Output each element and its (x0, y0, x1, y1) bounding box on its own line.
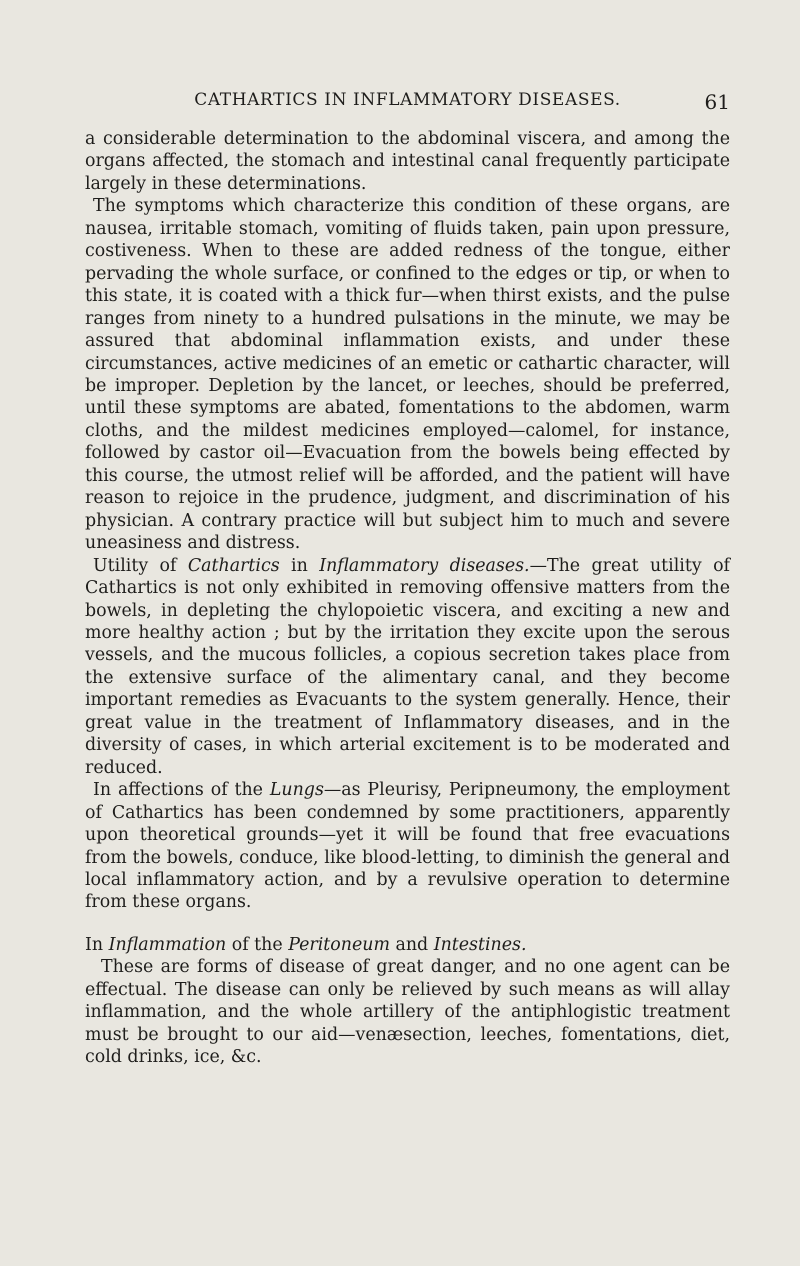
paragraph-3-rest: —The great utility of Cathartics is not only exhibited in removing offensive matters from the bowels, in depleting the chylopoietic viscera, and exciting a new and more healthy action ; but by the irritation they excite upon the serous vessels, and the mucous follicles, a copious secretion takes place from the extensive surface of the alimentary canal, and they become important remedies as Evacuants to the system generally. Hence, their great value in the treatment of Inflammatory diseases, and in the diversity of cases, in which arterial excitement is to be moderated and reduced. (85, 555, 730, 778)
paragraph-4 (85, 779, 730, 914)
section-heading-mid-1: of the (226, 934, 289, 955)
section-heading-intestines: Intestines. (433, 934, 527, 955)
paragraph-3-emphasis-inflammatory: Inflammatory diseases. (319, 555, 530, 576)
paragraph-3-emphasis-cathartics: Cathartics (187, 555, 280, 576)
body-text (85, 128, 730, 1069)
page-number: 61 (704, 90, 730, 114)
paragraph-2: The symptoms which characterize this condition of these organs, are nausea, irritable stomach, vomiting of fluids taken, pain upon pressure, costiveness. When to these are added redness of the tongue, either pervading the whole surface, or confined to the edges or tip, or when to this state, it is coated with a thick fur—when thirst exists, and the pulse ranges from ninety to a hundred pulsations in the minute, we may be assured that abdominal inflammation exists, and under these circumstances, active medicines of an emetic or cathartic character, will be improper. Depletion by the lancet, or leeches, should be preferred, until these symptoms are abated, fomentations to the abdomen, warm cloths, and the mildest medicines employed—calomel, for instance, followed by castor oil—Evacuation from the bowels being effected by this course, the utmost relief will be afforded, and the patient will have reason to rejoice in the prudence, judgment, and discrimination of his physician. A contrary practice will but subject him to much and severe uneasiness and distress. (85, 196, 730, 554)
section-heading-inflammation: Inflammation (108, 934, 227, 955)
running-header (85, 90, 730, 114)
paragraph-5: These are forms of disease of great danger, and no one agent can be effectual. The disease can only be relieved by such means as will allay inflammation, and the whole artillery of the antiphlogistic treatment must be brought to our aid—venæsection, leeches, fomentations, diet, cold drinks, ice, &c. (85, 957, 730, 1068)
paragraph-1: a considerable determination to the abdominal viscera, and among the organs affected, the stomach and intestinal canal frequently participate largely in these determinations. (85, 129, 730, 194)
section-heading (85, 934, 730, 956)
paragraph-3-lead: Utility of (93, 555, 188, 576)
running-title: CATHARTICS IN INFLAMMATORY DISEASES. (194, 90, 621, 110)
paragraph-3 (85, 555, 730, 780)
section-heading-peritoneum: Peritoneum (288, 934, 390, 955)
paragraph-4-rest: —as Pleurisy, Peripneumony, the employment of Cathartics has been condemned by some practitioners, apparently upon theoretical grounds—yet it will be found that free evacuations from the bowels, conduce, like blood-letting, to diminish the general and local inflammatory action, and by a revulsive operation to determine from these organs. (85, 780, 730, 913)
paragraph-3-mid: in (279, 555, 320, 576)
paragraph-4-lead: In affections of the (93, 780, 270, 801)
section-heading-mid-2: and (389, 934, 434, 955)
paragraph-4-emphasis-lungs: Lungs (269, 780, 324, 801)
section-heading-lead: In (85, 934, 109, 955)
